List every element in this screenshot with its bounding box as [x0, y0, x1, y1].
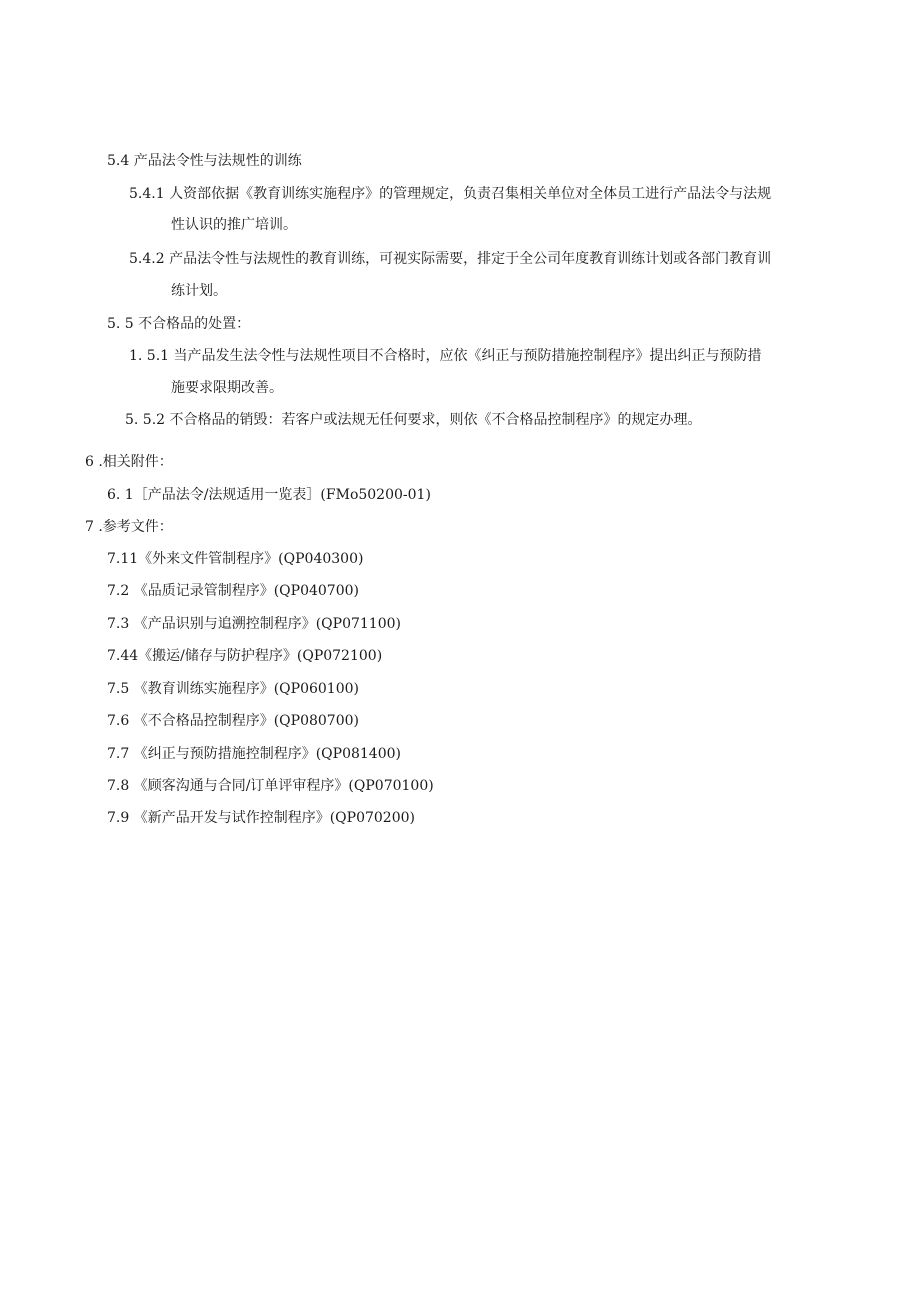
- item-5-4-1-line1: 5.4.1 人资部依据《教育训练实施程序》的管理规定，负责召集相关单位对全体员工进行产品法令与法规: [129, 186, 772, 202]
- item-5-5-2-line1: 5. 5.2 不合格品的销毁：若客户或法规无任何要求，则依《不合格品控制程序》的规定办理。: [125, 412, 702, 428]
- item-5-5-1-line1: 1. 5.1 当产品发生法令性与法规性项目不合格时，应依《纠正与预防措施控制程序》提出纠正与预防措: [129, 348, 762, 364]
- reference-item: 7.9 《新产品开发与试作控制程序》(QP070200): [107, 810, 415, 826]
- item-5-4-2-line2: 练计划。: [171, 283, 227, 299]
- reference-item: 7.6 《不合格品控制程序》(QP080700): [107, 713, 359, 729]
- reference-item: 7.3 《产品识别与追溯控制程序》(QP071100): [107, 616, 401, 632]
- section-7-heading: 7 .参考文件：: [85, 519, 173, 535]
- section-6-heading: 6 .相关附件：: [85, 454, 173, 470]
- reference-item: 7.2 《品质记录管制程序》(QP040700): [107, 583, 359, 599]
- reference-item: 7.5 《教育训练实施程序》(QP060100): [107, 681, 359, 697]
- section-5-4-heading: 5.4 产品法令性与法规性的训练: [107, 153, 302, 169]
- item-5-5-1-line2: 施要求限期改善。: [171, 380, 283, 396]
- item-5-4-2-line1: 5.4.2 产品法令性与法规性的教育训练，可视实际需要，排定于全公司年度教育训练计划或各部门教育训: [129, 251, 772, 267]
- section-5-5-heading: 5. 5 不合格品的处置：: [107, 316, 251, 332]
- item-5-4-1-line2: 性认识的推广培训。: [171, 217, 297, 233]
- reference-item: 7.44《搬运/储存与防护程序》(QP072100): [107, 648, 383, 664]
- reference-item: 7.8 《顾客沟通与合同/订单评审程序》(QP070100): [107, 778, 434, 794]
- reference-item: 7.11《外来文件管制程序》(QP040300): [107, 551, 364, 567]
- section-6-item-1: 6. 1［产品法令/法规适用一览表］(FMo50200-01): [107, 487, 431, 503]
- reference-item: 7.7 《纠正与预防措施控制程序》(QP081400): [107, 746, 401, 762]
